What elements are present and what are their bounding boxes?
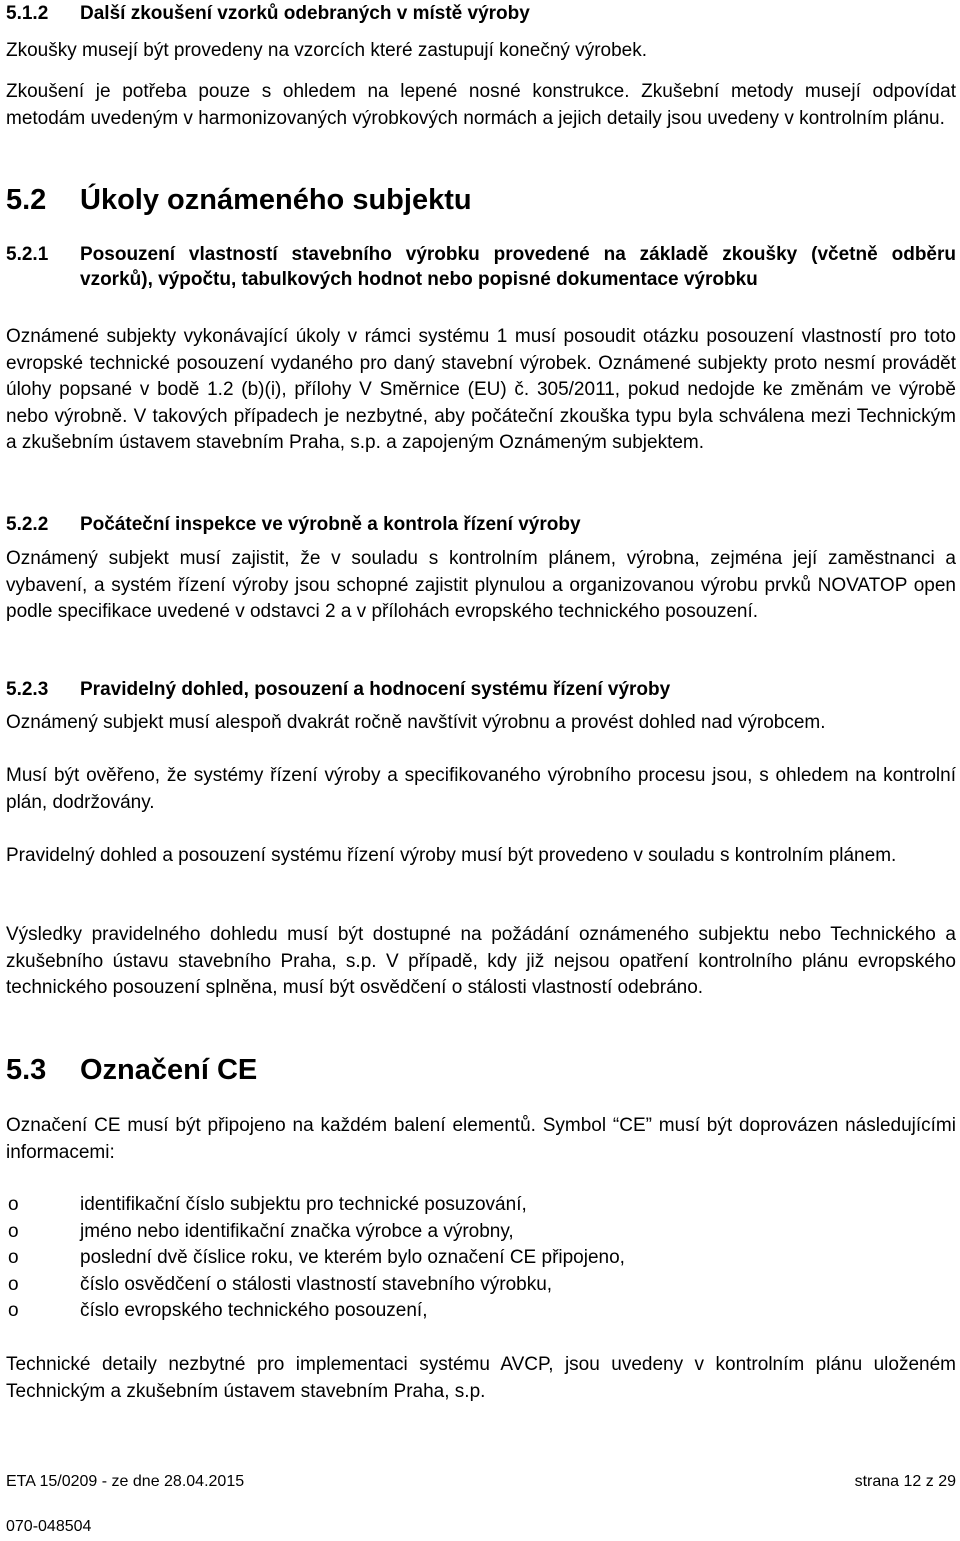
bullet: o xyxy=(8,1273,19,1295)
section-title: Úkoly oznámeného subjektu xyxy=(80,184,472,216)
section-5-2-heading xyxy=(6,183,956,217)
footer-document-ref: ETA 15/0209 - ze dne 28.04.2015 xyxy=(6,1473,245,1490)
section-title: Označení CE xyxy=(80,1054,258,1086)
list-item-text: jméno nebo identifikační značka výrobce a výrobny, xyxy=(80,1220,514,1242)
paragraph: Zkoušky musejí být provedeny na vzorcích které zastupují konečný výrobek. xyxy=(6,40,648,61)
section-title: Další zkoušení vzorků odebraných v místě výroby xyxy=(80,3,530,24)
paragraph: Zkoušení je potřeba pouze s ohledem na lepené nosné konstrukce. Zkušební metody musejí odpovídat metodám uvedeným v harmonizovaných výrobkových normách a jejich detaily jsou uvedeny v kontrolním plánu. xyxy=(6,81,956,129)
paragraph: Technické detaily nezbytné pro implementaci systému AVCP, jsou uvedeny v kontrolním plánu uloženém Technickým a zkušebním ústavem stavebním Praha, s.p. xyxy=(6,1354,956,1402)
document-number: 070-048504 xyxy=(6,1518,92,1535)
ce-info-list xyxy=(6,1192,956,1325)
section-number: 5.2.1 xyxy=(6,244,49,265)
page-footer xyxy=(6,1473,956,1491)
list-item-text: identifikační číslo subjektu pro technické posuzování, xyxy=(80,1194,527,1215)
section-title: Počáteční inspekce ve výrobně a kontrola řízení výroby xyxy=(80,514,581,535)
list-item xyxy=(6,1272,956,1299)
bullet: o xyxy=(8,1194,19,1215)
section-number: 5.2.2 xyxy=(6,514,49,535)
paragraph: Výsledky pravidelného dohledu musí být dostupné na požádání oznámeného subjektu nebo Technického a zkušebního ústavu stavebního Praha, s.p. V případě, kdy již nejsou opatření kontrolního plánu evropského technického posouzení splněna, musí být osvědčení o stálosti vlastností odebráno. xyxy=(6,924,956,999)
bullet: o xyxy=(8,1220,19,1242)
list-item-text: poslední dvě číslice roku, ve kterém bylo označení CE připojeno, xyxy=(80,1247,625,1269)
paragraph: Oznámené subjekty vykonávající úkoly v rámci systému 1 musí posoudit otázku posouzení vlastností pro toto evropské technické posouzení vydaného pro daný stavební výrobek. Oznámené subjekty proto nesmí provádět úlohy popsané v bodě 1.2 (b)(i), přílohy V Směrnice (EU) č. 305/2011, pokud nedojde ke změnám ve výrobě nebo výrobně. V takových případech je nezbytné, aby počáteční zkouška typu byla schválena mezi Technickým a zkušebním ústavem stavebním Praha, s.p. a zapojeným Oznámeným subjektem. xyxy=(6,326,956,454)
paragraph: Označení CE musí být připojeno na každém balení elementů. Symbol “CE” musí být doprovázen následujícími informacemi: xyxy=(6,1115,956,1163)
footer-page-number: strana 12 z 29 xyxy=(854,1473,956,1490)
section-number: 5.2.3 xyxy=(6,679,49,700)
section-number: 5.1.2 xyxy=(6,3,49,24)
bullet: o xyxy=(8,1247,19,1269)
section-5-2-3-heading xyxy=(6,677,956,704)
paragraph: Musí být ověřeno, že systémy řízení výroby a specifikovaného výrobního procesu jsou, s ohledem na kontrolní plán, dodržovány. xyxy=(6,765,956,813)
paragraph: Pravidelný dohled a posouzení systému řízení výroby musí být provedeno v souladu s kontrolním plánem. xyxy=(6,845,897,866)
section-number: 5.2 xyxy=(6,184,47,216)
paragraph: Oznámený subjekt musí alespoň dvakrát ročně navštívit výrobnu a provést dohled nad výrobcem. xyxy=(6,712,826,733)
bullet: o xyxy=(8,1300,19,1322)
list-item xyxy=(6,1219,956,1246)
list-item xyxy=(6,1245,956,1272)
paragraph: Oznámený subjekt musí zajistit, že v souladu s kontrolním plánem, výrobna, zejména její zaměstnanci a vybavení, a systém řízení výroby jsou schopné zajistit plynulou a organizovanou výrobu prvků NOVATOP open podle specifikace uvedené v odstavci 2 a v přílohách evropského technického posouzení. xyxy=(6,548,956,623)
section-5-1-2-heading xyxy=(6,1,956,28)
section-5-3-heading xyxy=(6,1053,956,1087)
list-item xyxy=(6,1192,956,1219)
list-item xyxy=(6,1298,956,1325)
list-item-text: číslo osvědčení o stálosti vlastností stavebního výrobku, xyxy=(80,1273,553,1295)
list-item-text: číslo evropského technického posouzení, xyxy=(80,1300,428,1322)
section-title: Pravidelný dohled, posouzení a hodnocení systému řízení výroby xyxy=(80,679,671,700)
section-title: Posouzení vlastností stavebního výrobku provedené na základě zkoušky (včetně odběru vzorků), výpočtu, tabulkových hodnot nebo popisné dokumentace výrobku xyxy=(80,244,956,290)
section-5-2-2-heading xyxy=(6,512,956,539)
section-number: 5.3 xyxy=(6,1054,47,1086)
section-5-2-1-heading xyxy=(6,243,956,292)
